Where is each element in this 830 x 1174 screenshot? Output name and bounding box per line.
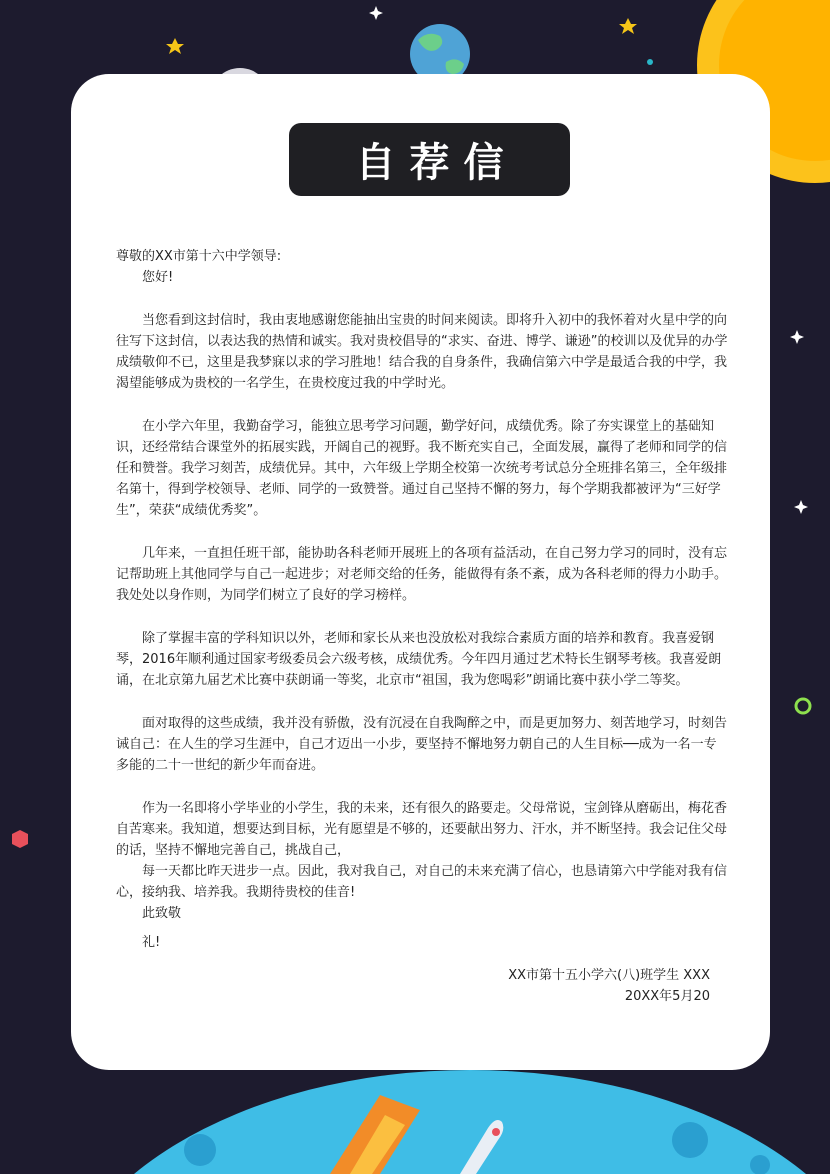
letter-card [71, 74, 770, 1070]
letter-body [116, 246, 728, 1007]
stars-decoration [166, 18, 637, 54]
paragraph-6: 作为一名即将小学毕业的小学生，我的未来，还有很久的路要走。父母常说，宝剑锋从磨砺出，梅花香自苦寒来。我知道，想要达到目标，光有愿望是不够的，还要献出努力、汗水，并不断坚持。我会记住父母的话，坚持不懈地完善自己，挑战自己， [116, 801, 728, 858]
closing-line-2: 礼! [142, 935, 161, 950]
greeting: 您好! [142, 270, 174, 285]
signature: XX市第十五小学六(八)班学生 XXX [508, 968, 710, 983]
closing-line-1: 此致敬 [142, 906, 182, 921]
bottom-planet-illustration [50, 1070, 830, 1174]
paragraph-1: 当您看到这封信时，我由衷地感谢您能抽出宝贵的时间来阅读。即将升入初中的我怀着对火星中学的向往写下这封信，以表达我的热情和诚实。我对贵校倡导的“求实、奋进、博学、谦逊”的校训以及优异的办学成绩敬仰不已，这里是我梦寐以求的学习胜地！结合我的自身条件，我确信第六中学是最适合我的中学，我渴望能够成为贵校的一名学生，在贵校度过我的中学时光。 [116, 313, 728, 391]
date: 20XX年5月20 [624, 989, 710, 1004]
paragraph-2: 在小学六年里，我勤奋学习，能独立思考学习问题，勤学好问，成绩优秀。除了夯实课堂上的基础知识，还经常结合课堂外的拓展实践，开阔自己的视野。我不断充实自己，全面发展，赢得了老师和同学的信任和赞誉。我学习刻苦，成绩优异。其中，六年级上学期全校第一次统考考试总分全班排名第三，全年级排名第十，得到学校领导、老师、同学的一致赞誉。通过自己坚持不懈的努力，每个学期我都被评为“三好学生”，荣获“成绩优秀奖”。 [116, 419, 728, 518]
paragraph-4: 除了掌握丰富的学科知识以外，老师和家长从来也没放松对我综合素质方面的培养和教育。我喜爱钢琴，2016年顺利通过国家考级委员会六级考核，成绩优秀。今年四月通过艺术特长生钢琴考核。我喜爱朗诵，在北京第九届艺术比赛中获朗诵一等奖，北京市“祖国，我为您喝彩”朗诵比赛中获小学二等奖。 [116, 631, 722, 688]
title-banner [289, 123, 570, 196]
paragraph-5: 面对取得的这些成绩，我并没有骄傲，没有沉浸在自我陶醉之中，而是更加努力、刻苦地学习，时刻告诫自己：在人生的学习生涯中，自己才迈出一小步，要坚持不懈地努力朝自己的人生目标──成为一名一专多能的二十一世纪的新少年而奋进。 [116, 716, 728, 773]
salutation: 尊敬的XX市第十六中学领导: [116, 249, 282, 264]
page-title: 自荐信 [355, 140, 518, 186]
paragraph-3: 几年来，一直担任班干部，能协助各科老师开展班上的各项有益活动，在自己努力学习的同时，没有忘记帮助班上其他同学与自己一起进步；对老师交给的任务，能做得有条不紊，成为各科老师的得力小助手。我处处以身作则，为同学们树立了良好的学习榜样。 [116, 546, 728, 603]
paragraph-7: 每一天都比昨天进步一点。因此，我对我自己，对自己的未来充满了信心，也恳请第六中学能对我有信心，接纳我、培养我。我期待贵校的佳音! [116, 864, 728, 900]
